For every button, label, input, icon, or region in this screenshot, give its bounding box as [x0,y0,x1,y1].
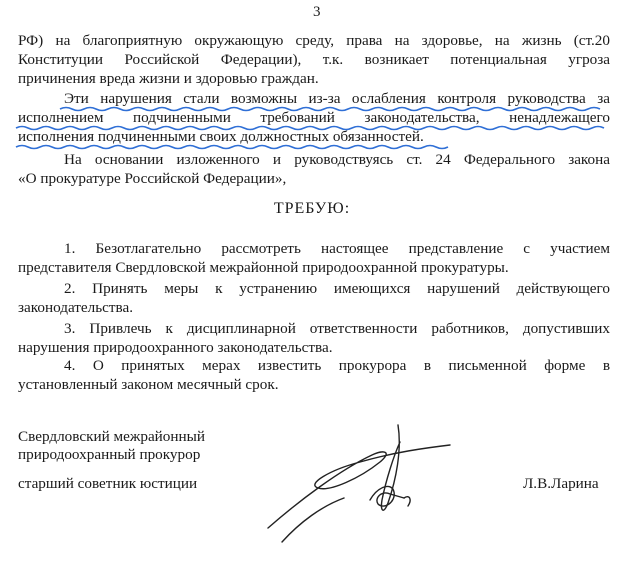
signatory-organization-line-2: природоохранный прокурор [18,446,201,463]
item-2-line-1: 2. Принять меры к устранению имеющихся нарушений действующего [64,280,610,297]
paragraph-3-line-2: «О прокуратуре Российской Федерации», [18,170,287,187]
item-1-line-2: представителя Свердловской межрайонной природоохранной прокуратуры. [18,259,509,276]
signatory-name: Л.В.Ларина [523,475,599,492]
page-number: 3 [313,4,321,20]
paragraph-1-line-1: РФ) на благоприятную окружающую среду, права на здоровье, на жизнь (ст.20 [18,32,610,49]
paragraph-2-line-1: Эти нарушения стали возможны из-за ослабления контроля руководства за [64,90,610,107]
paragraph-2-line-3: исполнения подчиненными своих должностных обязанностей. [18,128,424,145]
item-3-line-2: нарушения природоохранного законодательства. [18,339,333,356]
paragraph-1-line-3: причинения вреда жизни и здоровью граждан. [18,70,319,87]
signatory-rank: старший советник юстиции [18,475,198,492]
item-2-line-2: законодательства. [18,299,134,316]
demand-heading: ТРЕБУЮ: [273,200,351,217]
item-4-line-1: 4. О принятых мерах известить прокурора в письменной форме в [64,357,610,374]
signatory-organization-line-1: Свердловский межрайонный [18,428,205,445]
paragraph-2-line-2: исполнением подчиненными требований законодательства, ненадлежащего [18,109,610,126]
item-4-line-2: установленный законом месячный срок. [18,376,279,393]
paragraph-3-line-1: На основании изложенного и руководствуясь ст. 24 Федерального закона [64,151,610,168]
paragraph-1-line-2: Конституции Российской Федерации), т.к. возникает потенциальная угроза [18,51,610,68]
item-3-line-1: 3. Привлечь к дисциплинарной ответственности работников, допустивших [64,320,610,337]
item-1-line-1: 1. Безотлагательно рассмотреть настоящее представление с участием [64,240,610,257]
